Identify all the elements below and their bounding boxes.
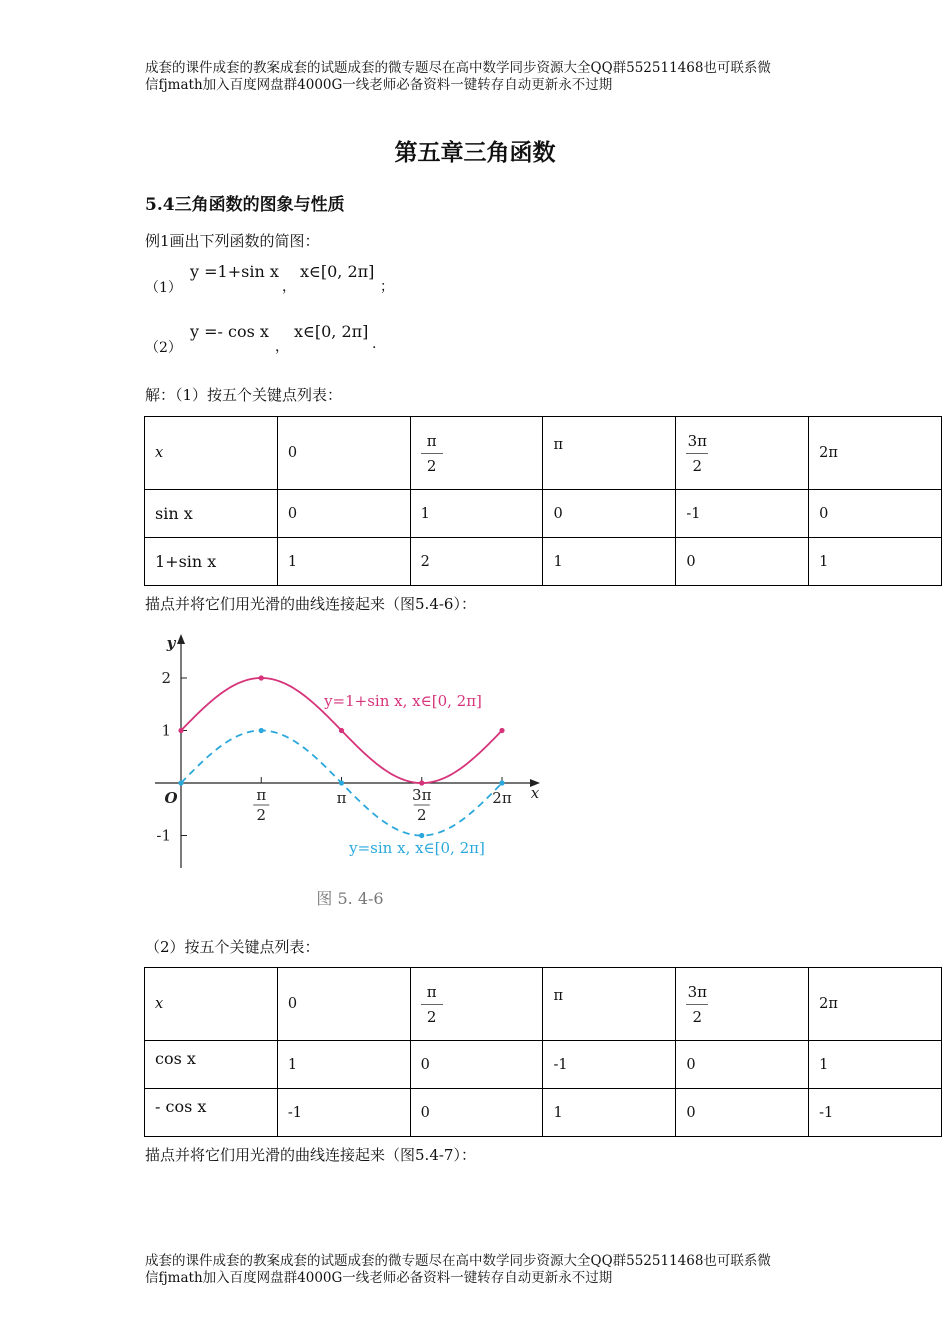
table-header-cell: x [145,968,278,1041]
table-cell: -1 [543,1041,676,1089]
x-tick-label: π [336,789,347,807]
table-header-cell [676,417,809,490]
series-label-one-plus-sin: y=1+sin x, x∈[0, 2π] [324,692,482,710]
footer-line-2: 信fjmath加入百度网盘群4000G一线老师必备资料一键转存自动更新永不过期 [145,1270,613,1286]
table-header-cell [410,968,543,1041]
table-header-cell: 0 [277,417,410,490]
key-point [259,728,264,733]
table-cell: 0 [410,1041,543,1089]
figure-5-4-6 [145,628,555,918]
key-points-table-1 [144,416,942,586]
footer-line-1: 成套的课件成套的教案成套的试题成套的微专题尽在高中数学同步资源大全QQ群552511468也可联系微 [145,1253,771,1269]
table-header-cell: 2π [809,417,942,490]
row-label: cos x [145,1041,278,1089]
table-cell: 0 [676,1041,809,1089]
fraction-numerator: 3π [687,982,708,1001]
figure-caption: 图 5. 4-6 [316,889,384,908]
table-cell: -1 [676,490,809,538]
fraction-denominator: 2 [426,456,437,475]
key-point [339,728,344,733]
section-title: 5.4三角函数的图象与性质 [145,195,345,215]
table-cell: 1 [277,1041,410,1089]
key-point [419,833,424,838]
table-cell: 1 [543,1089,676,1137]
fraction-denominator: 2 [692,456,703,475]
item1-separator: ， [282,279,296,295]
table-cell: 2 [410,538,543,586]
table-row [145,1089,942,1137]
x-tick-label-numerator: π [256,786,267,804]
header-line-2: 信fjmath加入百度网盘群4000G一线老师必备资料一键转存自动更新永不过期 [145,77,613,93]
fraction-numerator: π [426,982,437,1001]
table-header-cell: 0 [277,968,410,1041]
key-point [259,675,264,680]
item1-domain: x∈[0, 2π] [300,262,375,281]
key-point [178,728,183,733]
table-cell: 0 [410,1089,543,1137]
fraction-denominator: 2 [426,1007,437,1026]
connect-text-1: 描点并将它们用光滑的曲线连接起来（图5.4-6）： [145,595,476,613]
table-cell: 1 [277,538,410,586]
item2-domain: x∈[0, 2π] [294,322,369,341]
x-tick-label-denominator: 2 [416,806,427,824]
fraction-3pi-over-2 [686,982,708,1027]
table-row [145,490,942,538]
table-cell: 1 [809,538,942,586]
solution2-intro: （2）按五个关键点列表： [145,938,320,956]
item2-separator: ， [275,339,289,355]
x-tick-label: 2π [492,789,512,807]
x-tick-label-numerator: 3π [412,786,432,804]
fraction-3pi-over-2 [686,431,708,476]
table-cell: 0 [676,538,809,586]
fraction-numerator: π [426,431,437,450]
header-line-1: 成套的课件成套的教案成套的试题成套的微专题尽在高中数学同步资源大全QQ群552511468也可联系微 [145,60,771,76]
table-cell: 1 [410,490,543,538]
table-header-cell: π [543,417,676,490]
fraction-pi-over-2 [421,431,443,476]
fraction-denominator: 2 [692,1007,703,1026]
chapter-title: 第五章三角函数 [394,139,556,166]
origin-label: O [164,789,178,807]
example-intro: 例1画出下列函数的简图： [145,232,320,250]
row-label: sin x [145,490,278,538]
solution1-intro: 解：（1）按五个关键点列表： [145,386,343,404]
table-cell: 0 [543,490,676,538]
key-point [499,728,504,733]
item1-end: ； [380,279,394,295]
footer-text [145,1253,835,1287]
key-point [178,780,183,785]
table-cell: 0 [809,490,942,538]
table-cell: 1 [809,1041,942,1089]
table-row [145,538,942,586]
key-point [499,780,504,785]
table-header-cell: x [145,417,278,490]
table-cell: 0 [676,1089,809,1137]
key-point [419,780,424,785]
y-axis-arrow [177,634,185,644]
x-tick-label-denominator: 2 [256,806,267,824]
table-cell: -1 [809,1089,942,1137]
y-tick-label: 1 [161,721,171,740]
row-label: 1+sin x [145,538,278,586]
item2-number: （2） [145,340,182,356]
y-tick-label: 2 [161,669,171,687]
key-points-table-2 [144,967,942,1137]
series-label-sin: y=sin x, x∈[0, 2π] [349,839,485,857]
table-cell: 1 [543,538,676,586]
item2-end: . [372,336,377,352]
table-row [145,968,942,1041]
table-cell: 0 [277,490,410,538]
table-header-cell: π [543,968,676,1041]
fraction-pi-over-2 [421,982,443,1027]
table-row [145,417,942,490]
key-point [339,780,344,785]
header-text [145,60,835,94]
item2-function: y =- cos x [190,322,269,341]
table-header-cell: 2π [809,968,942,1041]
x-axis-label: x [530,784,540,802]
item1-function: y =1+sin x [190,262,279,281]
connect-text-2: 描点并将它们用光滑的曲线连接起来（图5.4-7）： [145,1146,476,1164]
item1-number: （1） [145,280,182,296]
table-header-cell [410,417,543,490]
row-label: - cos x [145,1089,278,1137]
y-tick-label: -1 [156,826,171,845]
fraction-numerator: 3π [687,431,708,450]
y-axis-label: y [166,634,176,652]
table-header-cell [676,968,809,1041]
table-cell: -1 [277,1089,410,1137]
table-row [145,1041,942,1089]
